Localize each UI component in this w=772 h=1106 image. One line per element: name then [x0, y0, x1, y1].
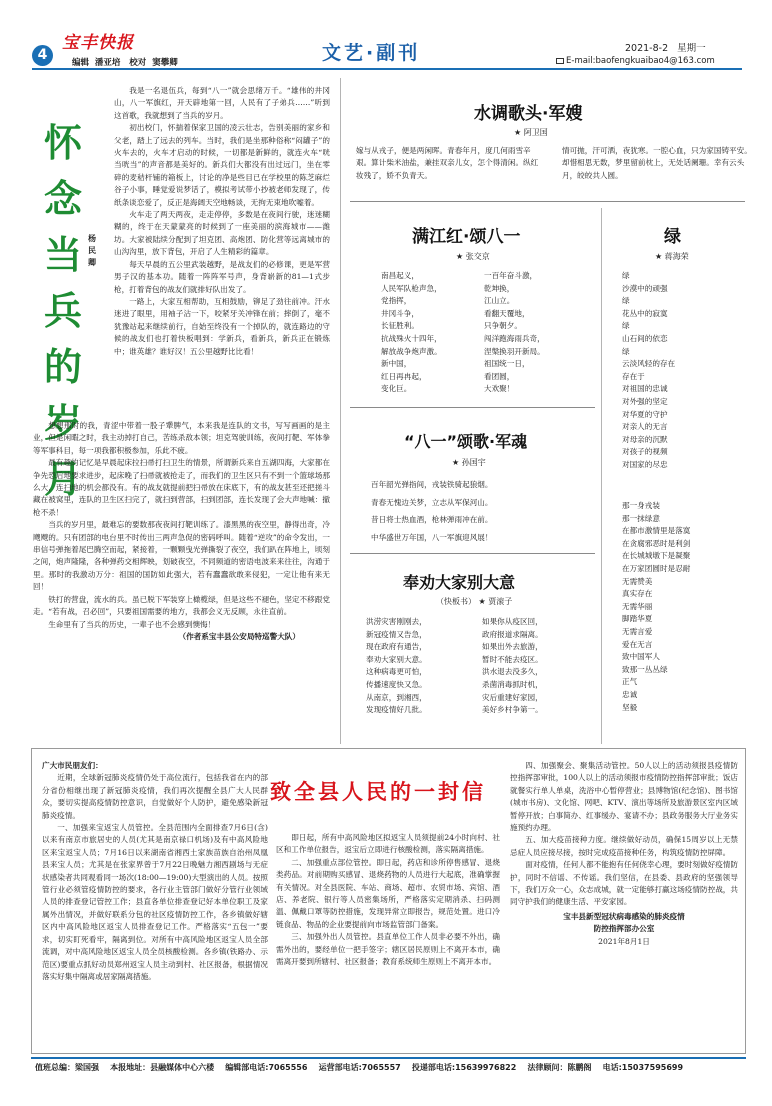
- poem-line: 暂时不能去疫区。: [482, 654, 543, 664]
- poem-line: 从南京，到湘西，: [366, 692, 427, 702]
- poem-line: 这种病毒更可怕，: [366, 667, 427, 677]
- poem-line: 现在政府有通告，: [366, 642, 427, 652]
- essay-paragraph: 每天早晨的五公里武装越野，是战友们的必修课，更是军营男子汉的基本功。随着一阵阵军号声，身背崭新的81—1式步枪，打着背包的战友们就排好队出发了。: [114, 259, 330, 294]
- poem-line: 如果出外去旅游，: [482, 642, 543, 652]
- poem-line: 对亲人的无言: [622, 422, 668, 432]
- poem-line: 闯洋跑海雨兵奇，: [484, 333, 545, 343]
- poem-line: 山石间的依恋: [622, 333, 668, 343]
- letter-closing: 面对疫情，任何人都不能抱有任何侥幸心理，要时刻做好疫情防护，同时不信谣、不传谣。我们坚信，在县委、县政府的坚强领导下，我们万众一心，众志成城，就一定能够打赢这场疫情防控战，共同守护我们的健康生活、平安家园。: [510, 860, 738, 907]
- poem-line: 对国家的尽忠: [622, 459, 668, 469]
- letter-section-4: 四、加强聚会、聚集活动管控。50人以上的活动须报县疫情防控指挥部审批，100人以上的活动须报市疫情防控指挥部审批；饭店就餐实行单人单桌，洗浴中心暂停营业；县博物馆(纪念馆)、图书馆(城市书房)、文化馆、网吧、KTV、演出等场所及旅游景区室内区域暂停开放；白事简办、红事缓办、宴请不办；县政务服务大厅业务实施预约办理。: [510, 761, 738, 833]
- letter-col-3: [510, 760, 738, 948]
- poem-line: 发现疫情好几批。: [366, 705, 427, 715]
- poem-line: 洪涝灾害刚刚去，: [366, 617, 427, 626]
- poem-line: 美好乡村争第一。: [482, 705, 543, 715]
- poem-line: 青春无愧边关梦，立志从军保河山。: [371, 497, 493, 507]
- poem-line: 南昌起义，: [381, 271, 419, 280]
- poem-line: 绿: [622, 296, 630, 306]
- poem-line: 对母亲的沉默: [622, 434, 668, 444]
- poem-line: 抗战殊火十四年，: [381, 333, 442, 343]
- letter-section-1b: 即日起，所有中高风险地区拟返宝人员须提前24小时向村、社区和工作单位报告，返宝后立即进行核酸检测，落实隔离措施。: [276, 833, 500, 855]
- header-credits: 编辑 潘亚培 校对 窦攀卿: [72, 58, 178, 68]
- poem-line: 江山立。: [484, 296, 515, 306]
- poem-line: 传播速度快又急。: [366, 679, 427, 689]
- essay-paragraph: 想想那时的我，青涩中带着一股子犟脾气，本来我是连队的文书，写写画画的是主业，但是闲暇之时，我主动掉打自己，苦练杀敌本领；坦克驾驶训练，夜间打靶、军体拳等军事科目，每一项我都积极参加，乐此不疲。: [33, 421, 330, 455]
- poem-author-quan: （快板书） ★ 贾滚子: [436, 597, 513, 606]
- poem-line: 红日再冉起，: [381, 371, 427, 381]
- poem-line: 只争朝夕。: [484, 321, 522, 331]
- poem-line: 党指挥，: [381, 296, 412, 306]
- poem-title-lv: 绿: [664, 227, 681, 247]
- poem-title-quan: 奉劝大家别大意: [403, 573, 516, 592]
- poem-text-manjiang-col2: [484, 270, 588, 396]
- poem-line: 对孩子的视频: [622, 447, 668, 457]
- poem-line: 乾坤换，: [484, 283, 515, 293]
- footer-info: 值班总编：梁国强 本报地址：县融媒体中心六楼 编辑部电话:7065556 运营部电话:7065557 投递部电话:15639976822 法律顾问：陈鹏阁 电话:15037595699: [35, 1063, 684, 1072]
- poem-line: 在贪腐邪恶时是利剑: [622, 538, 691, 548]
- poem-line: 致那一丛丛绿: [622, 664, 668, 674]
- column-divider: [340, 78, 341, 744]
- email: E-mail:baofengkuaibao4@163.com: [566, 56, 715, 66]
- poem-line: 奉劝大家别大意。: [366, 654, 427, 664]
- essay-paragraph: 最有趣的记忆是早晨起床拉扫帚打扫卫生的情景，所谓新兵来自五湖四海，大家都在争先恐后地要求进步，起床晚了扫帚就被抢走了，而我们的卫生区只有不到一个篮球场那么大，连扫地的机会都没有。有的战友就提前把扫帚放在床底下，有的战友甚至还把搓斗藏在被窝里，连队的卫生区扫完了，就扫到营部，扫到团部，连长发现了会大声地喊：撤枪不杀！: [33, 458, 330, 517]
- poem-text-shuidiao-left: 嫁与从戎子，便是两闲晖。青春年月，度几何雨雪辛艰。算计柴米油盐，兼挂双亲儿女，怎个得清闲。纵红妆残了，娇不负青天。: [356, 146, 539, 180]
- section-divider: [350, 553, 595, 554]
- poem-line: 对祖国的忠诚: [622, 384, 668, 394]
- section-divider: [350, 407, 595, 408]
- essay-paragraph: 我是一名退伍兵，每到“八一”就会思绪万千。“雄伟的井冈山，八一军旗红，开天辟地第一回，人民有了子弟兵……”听到这首歌，我就想到了当兵的岁月。: [114, 86, 330, 120]
- poem-line: 无需华丽: [622, 601, 653, 611]
- poem-line: 在万家团圆时是忍耐: [622, 563, 691, 573]
- poem-line: 看团圆，: [484, 371, 515, 381]
- poem-text-shuidiao-right: 情可抛，汗可洒，夜犹寒。一腔心血，只为家国铸平安。却惜相思无数，梦里留前枕上，无处话阑珊。幸有云头月，皎皎共人圆。: [562, 146, 752, 180]
- letter-title: 致全县人民的一封信: [270, 780, 486, 804]
- poem-text-manjiang-col1: [381, 270, 483, 396]
- poem-line: 真实存在: [622, 589, 653, 599]
- poem-line: 那一身戎装: [622, 501, 660, 510]
- poem-text-quan-col1: [366, 616, 478, 717]
- essay-paragraph: 火车走了两天两夜，走走停停，多数是在夜间行驶，迷迷糊糊的，终于在天蒙蒙亮的时候到了一座美丽的滨海城市——潍坊。大家被陆续分配到了坦克团、高炮团、防化营等远离城市的山沟沟里，放下背包，开启了人生精彩的篇章。: [114, 210, 330, 257]
- poem-line: 涅槃换羽开新局。: [484, 346, 545, 356]
- poem-line: 中华盛世万年国，八一军旗迎风展！: [371, 532, 493, 542]
- poem-line: 解放战争炮声激。: [381, 346, 442, 356]
- poem-line: 沙漠中的顽强: [622, 283, 668, 293]
- poem-title-manjiang: 满江红·颂八一: [412, 227, 521, 247]
- poem-text-lv-col2: [622, 500, 748, 714]
- letter-intro: 近期，全球新冠肺炎疫情仍处于高位流行，包括我省在内的部分省份相继出现了新冠肺炎疫情，我们再次提醒全县广大人民群众，要切实提高疫情防控意识，自觉做好个人防护，避免感染新冠肺炎疫情。: [42, 773, 268, 820]
- poem-line: 新中国，: [381, 359, 412, 369]
- poem-line: 长征胜利。: [381, 321, 419, 331]
- essay-paragraph: 铁打的营盘，流水的兵。虽已脱下军装穿上橄榄绿，但是这些不褪色，坚定不移跟党走。“若有战，召必回”，只要祖国需要的地方，我都会义无反顾，永往直前。: [33, 594, 330, 617]
- poem-line: 变化巨。: [381, 384, 412, 394]
- letter-date: 2021年8月1日: [598, 936, 650, 946]
- poem-line: 无需言爱: [622, 626, 653, 636]
- email-icon: [556, 58, 564, 64]
- essay-byline: （作者系宝丰县公安局特巡警大队）: [178, 631, 300, 641]
- poem-title-shuidiao: 水调歌头·军嫂: [474, 104, 583, 124]
- letter-signature: 防控指挥部办公室: [593, 924, 655, 934]
- letter-col-1: [42, 760, 268, 983]
- poem-line: 新冠疫情又告急，: [366, 629, 427, 639]
- section-title: 文艺·副刊: [322, 42, 421, 64]
- essay-paragraph: 一路上，大家互相帮助，互相鼓励，铆足了劲往前冲。汗水迷进了眼里，用袖子沾一下，咬紧牙关冲锋在前；摔倒了，毫不犹豫站起来继续前行，自始至终没有一个掉队的，就连路边的守候的战友们也打着快板唱到：学新兵，看新兵，新兵正在锻炼中；谁英雄？谁好汉！五公里越野比比看！: [114, 296, 330, 356]
- essay-body-bottom: [33, 420, 330, 643]
- poem-author-lv: ★ 蒋海荣: [655, 252, 689, 261]
- poem-line: 祖国统一日，: [484, 359, 530, 369]
- poem-line: 政府报道求隔离。: [482, 629, 543, 639]
- essay-title-text: 怀念当兵的岁月: [44, 121, 83, 501]
- poem-line: 一百年奋斗激，: [484, 271, 538, 280]
- letter-section-5: 五、加大疫苗接种力度。继续做好动员，确保15周岁以上无禁忌症人员应接尽接，按时完成疫苗接种任务，构筑疫情防控屏障。: [510, 835, 738, 857]
- letter-section-2: 二、加强重点部位管控。即日起，药店和诊所停售感冒、退烧类药品。对前期购买感冒、退烧药物的人员进行大起底，准确掌握有关情况。对全县医院、车站、商场、超市、农贸市场、宾馆、酒店、养老院、银行等人员密集场所，严格落实定期消杀、扫码测温、佩戴口罩等防控措施，发现异常立即报告，规范处置。进口冷链食品、物品的企业要提前向市场监管部门备案。: [276, 857, 500, 929]
- letter-col-2: [276, 832, 500, 968]
- poem-author-manjiang: ★ 张交京: [456, 252, 490, 261]
- page-number: 4: [37, 47, 48, 63]
- poem-line: 那一抹绿意: [622, 513, 660, 523]
- issue-date: 2021-8-2 星期一: [625, 43, 706, 54]
- poem-text-lv-col1: [622, 270, 748, 472]
- poem-author-bayi: ★ 孙国宇: [452, 458, 486, 467]
- poem-line: 在长城城墩下是凝聚: [622, 551, 691, 561]
- poem-line: 脚踏华夏: [622, 614, 653, 624]
- poem-line: 花丛中的寂寞: [622, 308, 668, 318]
- poem-line: 在都市激情里是落寞: [622, 526, 691, 536]
- poem-line: 看翻天覆地，: [484, 308, 530, 318]
- essay-author: 杨民卿: [88, 233, 96, 267]
- masthead-logo: 宝丰快报: [62, 33, 134, 53]
- poem-line: 忠诚: [622, 689, 638, 699]
- poem-text-bayi: [371, 476, 595, 546]
- poem-line: 绿: [622, 321, 630, 331]
- column-divider: [601, 208, 602, 744]
- poem-line: 杀菌消毒抓时机，: [482, 679, 543, 689]
- poem-line: 灾后重建好家园，: [482, 692, 543, 702]
- poem-line: 大欢聚！: [484, 384, 515, 394]
- poem-line: 昔日将士热血酒，枪林弹雨冲在前。: [371, 515, 493, 524]
- section-divider: [350, 201, 745, 202]
- poem-line: 正气: [622, 677, 638, 687]
- page-header: [0, 0, 772, 70]
- poem-text-quan-col2: [482, 616, 594, 717]
- poem-line: 绿: [622, 271, 630, 280]
- poem-line: 如果你从疫区回，: [482, 617, 543, 626]
- poem-line: 爱在无言: [622, 639, 653, 649]
- footer-rule: [31, 1057, 746, 1059]
- poem-line: 井冈斗争，: [381, 308, 419, 318]
- essay-paragraph: 初出校门，怀揣着保家卫国的凌云壮志，告别美丽的家乡和父老，踏上了远去的列车。当时，我们是坐那种俗称“闷罐子”的火车去的，火车才启动的时候，一切都是新鲜的，就连火车“咣当咣当”的声音都是美好的。新兵们大都没有出过远门，坐在零碎的麦秸杆铺的箱板上，讨论的净是些目已在学校里的陈芝麻烂谷子小事，睡觉爱说梦话了，模拟考试带小抄被老师发现了，传纸条谈恋爱了，反正是海阔天空地畅谈，无拘无束地吹嘘着。: [114, 123, 330, 207]
- poem-line: 对华夏的守护: [622, 409, 668, 419]
- poem-author-shuidiao: ★ 阿卫国: [514, 128, 548, 137]
- header-divider: [32, 68, 742, 70]
- essay-paragraph: 当兵的岁月里，最难忘的要数那夜夜间打靶训练了。漆黑黑的夜空里，静得出奇，冷飕飕的。只有团部的电台里不时传出三两声急促的密码呼叫。随着“逆攻”的命令发出，一串信号弹拖着尾巴腾空而起，紧接着，一颗颗曳光弹撕裂了夜空，我们趴在阵地上，顷刻之间，炮声隆隆，各种弹药交相辉映，划破夜空，不同频道的密语电波来来往往，沟通于里。那时的我激动万分：祖国的国防如此强大，若有蠢蠢欲敢来侵犯，一定让他有来无回！: [33, 520, 330, 592]
- essay-paragraph: 生命里有了当兵的历史，一辈子也不会感到懊悔！: [48, 619, 216, 629]
- poem-line: 坚毅: [622, 702, 638, 712]
- poem-line: 人民军队枪声急，: [381, 283, 442, 293]
- letter-greeting: 广大市民朋友们：: [42, 761, 103, 770]
- poem-line: 绿: [622, 346, 630, 356]
- poem-line: 云淡风轻的存在: [622, 359, 676, 369]
- poem-line: 无需赞美: [622, 576, 653, 586]
- letter-section-1: 一、加强来宝返宝人员管控。全县范围内全面排查7月6日(含)以来有南京市旅居史的人员(尤其是南京禄口机场)及有中高风险地区来宝返宝人员；7月16日以来湖南省湘西土家族苗族自治州凤凰县来宝人员；尤其是在张家界曾于7月22日晚魅力湘西剧场与无症状感染者共同观看同一场次(18:00—19:00)大型演出的人员。按照管行业必须管疫情防控的要求，各行业主管部门做好分管行业领域人员的排查登记管控工作；县直各单位排查登记好本单位职工及家属外出情况，并做好联系分包的社区疫情防控工作，各乡镇做好辖区内中高风险地区返宝人员排查登记工作。严格落实“五包一”要求，切实盯死看牢，隔离到位。对所有中高风险地区返宝人员全部流调，对中高风险地区返宝人员全员核酸检测。各乡镇(铁路办、示范区)要重点抓好动员郑州返宝人员主动到村、社区报备，根据情况落实好集中隔离或居家隔离措施。: [42, 823, 268, 981]
- poem-line: 对外强的坚定: [622, 396, 668, 406]
- poem-line: 百年韶光弹指间，戎装铁骑起狼烟。: [371, 480, 493, 489]
- letter-signature: 宝丰县新型冠状病毒感染的肺炎疫情: [563, 911, 685, 921]
- letter-section-3: 三、加强外出人员管控。县直单位工作人员非必要不外出，确需外出的，要经单位一把手签字；辖区居民原则上不离开本市，确需离开要到所辖村、社区报备；教育系统师生原则上不离开本市。: [276, 932, 500, 967]
- poem-line: 致中国军人: [622, 652, 660, 662]
- poem-title-bayi: “八一”颂歌·军魂: [404, 432, 528, 451]
- essay-body-top: [114, 85, 330, 358]
- poem-line: 洪水退去没多久，: [482, 667, 543, 677]
- poem-line: 存在于: [622, 371, 645, 381]
